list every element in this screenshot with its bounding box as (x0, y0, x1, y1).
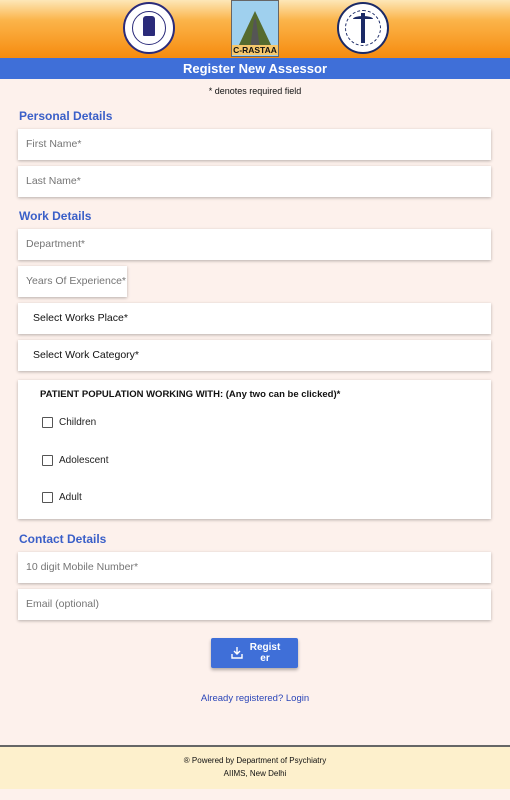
download-icon (231, 646, 243, 659)
section-title-contact: Contact Details (19, 532, 107, 546)
patient-population-card (18, 380, 491, 519)
header-banner (0, 0, 510, 58)
checkbox-label: Adolescent (59, 455, 109, 466)
mobile-input[interactable] (18, 552, 491, 583)
checkbox-icon[interactable] (42, 492, 53, 503)
footer-institution: AIIMS, New Delhi (223, 769, 287, 778)
checkbox-label: Children (59, 417, 97, 428)
works-place-select[interactable] (18, 303, 491, 334)
register-button[interactable] (211, 638, 298, 668)
login-link[interactable]: Already registered? Login (200, 693, 310, 704)
checkbox-adolescent[interactable] (42, 455, 108, 466)
department-input[interactable] (18, 229, 491, 260)
last-name-input[interactable] (18, 166, 491, 197)
c-rastaa-caption: C-RASTAA (233, 45, 277, 55)
section-title-work: Work Details (19, 209, 92, 223)
aiims-logo (337, 2, 389, 54)
checkbox-icon[interactable] (42, 417, 53, 428)
works-place-label: Select Works Place* (33, 312, 128, 324)
register-button-label: Register (249, 642, 281, 664)
page-title: Register New Assessor (0, 58, 510, 79)
checkbox-children[interactable] (42, 417, 96, 428)
c-rastaa-logo (231, 0, 279, 57)
footer (0, 745, 510, 789)
checkbox-label: Adult (59, 492, 82, 503)
work-category-label: Select Work Category* (33, 349, 140, 361)
checkbox-adult[interactable] (42, 492, 82, 503)
patient-population-question: PATIENT POPULATION WORKING WITH: (Any two can be clicked)* (40, 389, 341, 400)
email-input[interactable] (18, 589, 491, 620)
section-title-personal: Personal Details (19, 109, 113, 123)
required-note: * denotes required field (208, 86, 302, 96)
first-name-input[interactable] (18, 129, 491, 160)
footer-powered-by: ® Powered by Department of Psychiatry (183, 756, 327, 765)
icmr-logo (123, 2, 175, 54)
work-category-select[interactable] (18, 340, 491, 371)
checkbox-icon[interactable] (42, 455, 53, 466)
experience-input[interactable] (18, 266, 127, 297)
